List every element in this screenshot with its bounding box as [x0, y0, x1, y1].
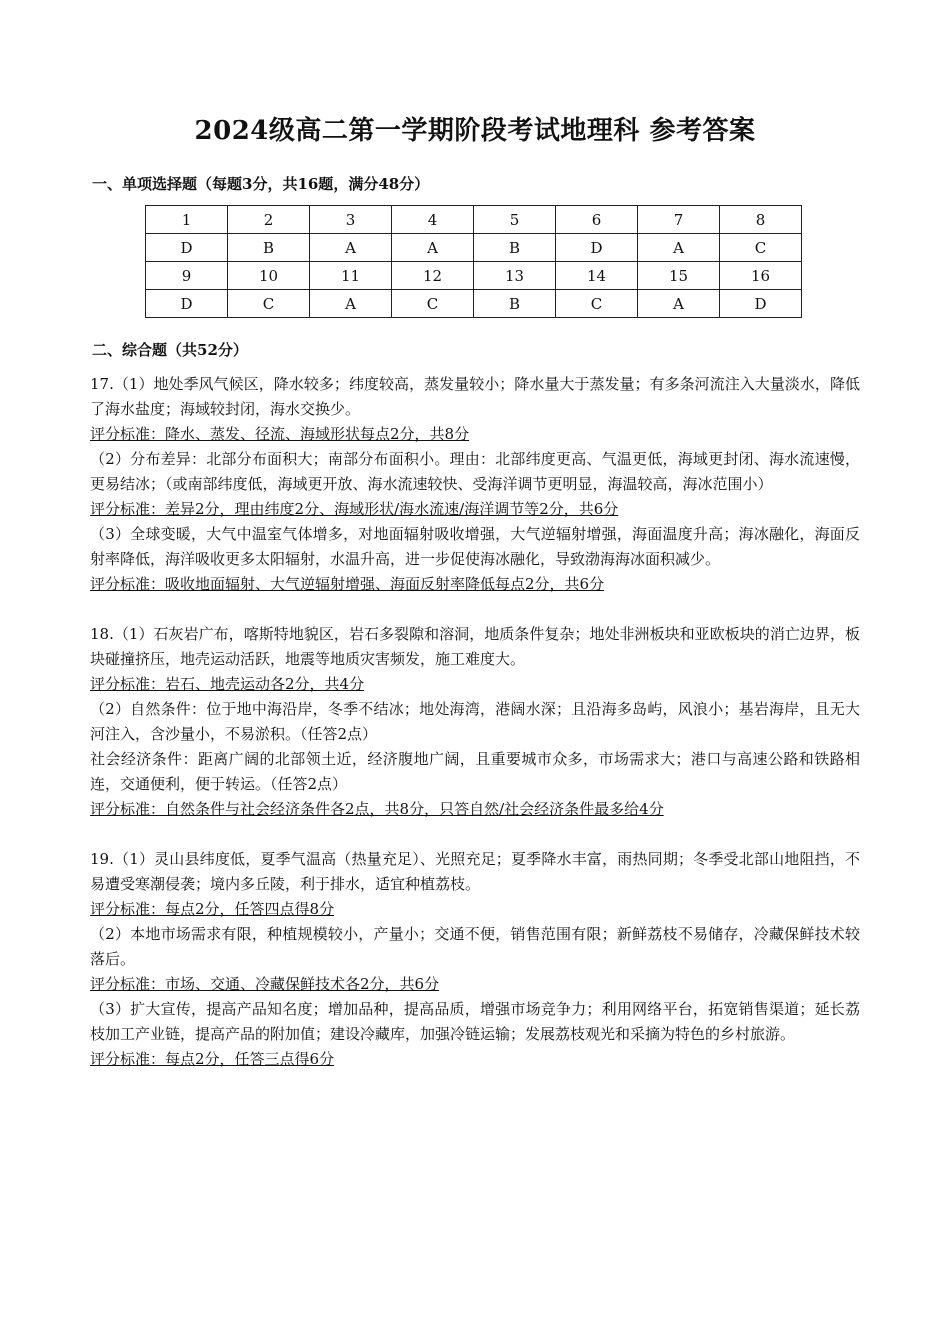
answer-table — [145, 205, 802, 318]
table-cell: B — [474, 290, 556, 318]
q19-part1: 19.（1）灵山县纬度低，夏季气温高（热量充足）、光照充足；夏季降水丰富，雨热同期；冬季受北部山地阻挡，不易遭受寒潮侵袭；境内多丘陵，利于排水，适宜种植荔枝。 — [90, 850, 860, 893]
table-cell: 11 — [310, 262, 392, 290]
q19-scoring-1: 评分标准：每点2分，任答四点得8分 — [90, 900, 335, 918]
q17-scoring-2: 评分标准：差异2分，理由纬度2分、海域形状/海水流速/海洋调节等2分，共6分 — [90, 500, 619, 518]
q19-part2: （2）本地市场需求有限，种植规模较小，产量小；交通不便，销售范围有限；新鲜荔枝不易储存，冷藏保鲜技术较落后。 — [90, 925, 860, 968]
table-cell: D — [146, 234, 228, 262]
table-cell: 4 — [392, 206, 474, 234]
table-cell: 9 — [146, 262, 228, 290]
q18-part2: （2）自然条件：位于地中海沿岸，冬季不结冰；地处海湾，港阔水深；且沿海多岛屿，风浪小；基岩海岸，且无大河注入，含沙量小，不易淤积。（任答2点） — [90, 700, 860, 743]
q18-scoring-1: 评分标准：岩石、地壳运动各2分，共4分 — [90, 675, 365, 693]
section-comprehensive-heading: 二、综合题（共52分） — [92, 341, 248, 359]
table-cell: D — [556, 234, 638, 262]
table-cell: 16 — [720, 262, 802, 290]
table-cell: D — [146, 290, 228, 318]
table-cell: C — [720, 234, 802, 262]
q17-part3: （3）全球变暖，大气中温室气体增多，对地面辐射吸收增强，大气逆辐射增强，海面温度升高；海冰融化，海面反射率降低，海洋吸收更多太阳辐射，水温升高，进一步促使海冰融化，导致渤海海冰面积减少。 — [90, 525, 860, 568]
table-row-question-numbers — [146, 262, 802, 290]
table-cell: 1 — [146, 206, 228, 234]
table-cell: 5 — [474, 206, 556, 234]
table-cell: 15 — [638, 262, 720, 290]
table-cell: C — [228, 290, 310, 318]
table-cell: 7 — [638, 206, 720, 234]
q18-part1: 18.（1）石灰岩广布，喀斯特地貌区，岩石多裂隙和溶洞，地质条件复杂；地处非洲板块和亚欧板块的消亡边界，板块碰撞挤压，地壳运动活跃，地震等地质灾害频发，施工难度大。 — [90, 625, 860, 668]
table-cell: B — [474, 234, 556, 262]
table-cell: A — [638, 290, 720, 318]
q19-scoring-2: 评分标准：市场、交通、冷藏保鲜技术各2分，共6分 — [90, 975, 440, 993]
table-cell: B — [228, 234, 310, 262]
table-cell: 3 — [310, 206, 392, 234]
section-multiple-choice-heading: 一、单项选择题（每题3分，共16题，满分48分） — [92, 175, 430, 193]
table-cell: 10 — [228, 262, 310, 290]
table-cell: A — [310, 234, 392, 262]
table-cell: 14 — [556, 262, 638, 290]
answer-body — [90, 372, 860, 1072]
q17-scoring-3: 评分标准：吸收地面辐射、大气逆辐射增强、海面反射率降低每点2分，共6分 — [90, 575, 605, 593]
q18-scoring-2: 评分标准：自然条件与社会经济条件各2点，共8分，只答自然/社会经济条件最多给4分 — [90, 800, 664, 818]
q19-part3: （3）扩大宣传，提高产品知名度；增加品种，提高品质，增强市场竞争力；利用网络平台，拓宽销售渠道；延长荔枝加工产业链，提高产品的附加值；建设冷藏库，加强冷链运输；发展荔枝观光和采摘为特色的乡村旅游。 — [90, 1000, 860, 1043]
table-cell: A — [638, 234, 720, 262]
table-row-question-numbers — [146, 206, 802, 234]
table-row-answers — [146, 290, 802, 318]
table-row-answers — [146, 234, 802, 262]
table-cell: 8 — [720, 206, 802, 234]
q17-part1: 17.（1）地处季风气候区，降水较多；纬度较高，蒸发量较小；降水量大于蒸发量；有多条河流注入大量淡水，降低了海水盐度；海域较封闭，海水交换少。 — [90, 375, 860, 418]
spacer — [90, 597, 860, 622]
table-cell: C — [556, 290, 638, 318]
q17-scoring-1: 评分标准：降水、蒸发、径流、海域形状每点2分，共8分 — [90, 425, 470, 443]
table-cell: 6 — [556, 206, 638, 234]
table-cell: 13 — [474, 262, 556, 290]
table-cell: A — [392, 234, 474, 262]
table-cell: 12 — [392, 262, 474, 290]
spacer — [90, 822, 860, 847]
q18-part2-social: 社会经济条件：距离广阔的北部领土近，经济腹地广阔，且重要城市众多，市场需求大；港口与高速公路和铁路相连，交通便利，便于转运。（任答2点） — [90, 750, 860, 793]
page-title: 2024级高二第一学期阶段考试地理科 参考答案 — [194, 116, 756, 146]
q17-part2: （2）分布差异：北部分布面积大；南部分布面积小。理由：北部纬度更高、气温更低，海域更封闭、海水流速慢，更易结冰；（或南部纬度低，海域更开放、海水流速较快、受海洋调节更明显，海温较高，海冰范围小） — [90, 450, 860, 493]
table-cell: A — [310, 290, 392, 318]
table-cell: 2 — [228, 206, 310, 234]
table-cell: D — [720, 290, 802, 318]
q19-scoring-3: 评分标准：每点2分，任答三点得6分 — [90, 1050, 335, 1068]
table-cell: C — [392, 290, 474, 318]
